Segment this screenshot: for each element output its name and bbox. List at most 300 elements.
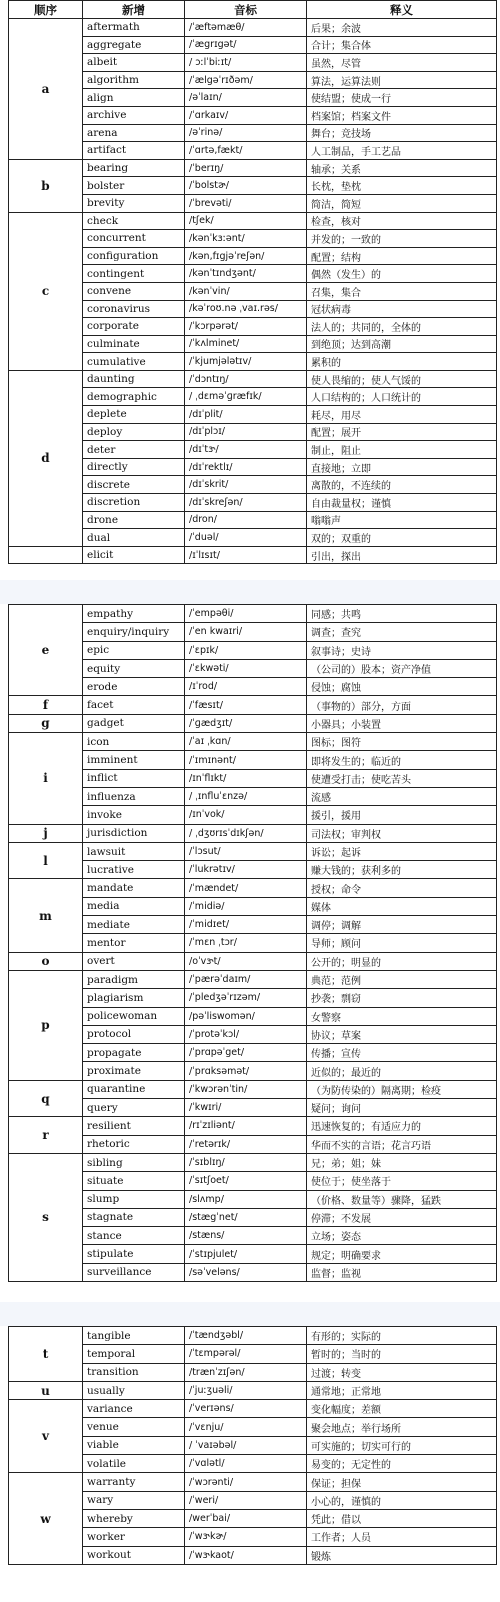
- table-row: [9, 1381, 497, 1399]
- word-cell: mentor: [83, 934, 185, 952]
- phonetic-cell: /ˈɑrtə,fækt/: [185, 142, 307, 160]
- letter-cell: m: [9, 879, 83, 952]
- table-row: [9, 733, 497, 751]
- table-row: [9, 476, 497, 494]
- phonetic-cell: /kən,fɪgjəˈreʃən/: [185, 247, 307, 265]
- table-row: [9, 441, 497, 459]
- word-cell: mediate: [83, 916, 185, 934]
- meaning-cell: 赚大钱的；获利多的: [307, 861, 497, 879]
- phonetic-cell: / ˌdɛməˈɡræfɪk/: [185, 388, 307, 406]
- word-cell: drone: [83, 511, 185, 529]
- table-row: [9, 388, 497, 406]
- letter-cell: c: [9, 212, 83, 370]
- phonetic-cell: /əˈrinə/: [185, 124, 307, 142]
- table-row: [9, 1400, 497, 1418]
- letter-cell: w: [9, 1473, 83, 1564]
- phonetic-cell: /ˈduəl/: [185, 529, 307, 547]
- word-cell: paradigm: [83, 970, 185, 988]
- table-row: [9, 1117, 497, 1135]
- phonetic-cell: /ˈɑrkaɪv/: [185, 106, 307, 124]
- word-cell: stance: [83, 1227, 185, 1245]
- table-header-row: [9, 1, 497, 19]
- meaning-cell: 直接地；立即: [307, 458, 497, 476]
- table-row: [9, 916, 497, 934]
- phonetic-cell: /ˈɪmɪnənt/: [185, 751, 307, 769]
- table-row: [9, 1546, 497, 1564]
- table-row: [9, 1227, 497, 1245]
- word-cell: resilient: [83, 1117, 185, 1135]
- table-row: [9, 1044, 497, 1062]
- phonetic-cell: /ˈlukrətɪv/: [185, 861, 307, 879]
- phonetic-cell: /ˈsɪblɪŋ/: [185, 1153, 307, 1171]
- word-cell: workout: [83, 1546, 185, 1564]
- phonetic-cell: /ˈprotəˈkɔl/: [185, 1025, 307, 1043]
- phonetic-cell: /ˈfæsɪt/: [185, 696, 307, 714]
- table-row: [9, 247, 497, 265]
- phonetic-cell: /ˈwɝkɚ/: [185, 1528, 307, 1546]
- phonetic-cell: /ˈmɛn ˌtɔr/: [185, 934, 307, 952]
- table-row: [9, 696, 497, 714]
- word-cell: rhetoric: [83, 1135, 185, 1153]
- letter-cell: g: [9, 714, 83, 732]
- meaning-cell: 聚会地点；举行场所: [307, 1418, 497, 1436]
- phonetic-cell: /ˈempəθi/: [185, 605, 307, 623]
- meaning-cell: 有形的；实际的: [307, 1327, 497, 1345]
- word-cell: deter: [83, 441, 185, 459]
- table-row: [9, 546, 497, 564]
- meaning-cell: 传播；宣传: [307, 1044, 497, 1062]
- table-row: [9, 282, 497, 300]
- word-cell: stipulate: [83, 1245, 185, 1263]
- word-cell: archive: [83, 106, 185, 124]
- word-cell: plagiarism: [83, 989, 185, 1007]
- word-cell: protocol: [83, 1025, 185, 1043]
- table-row: [9, 142, 497, 160]
- phonetic-cell: / ˈvaɪəbəl/: [185, 1436, 307, 1454]
- meaning-cell: 立场；姿态: [307, 1227, 497, 1245]
- meaning-cell: 配置；展开: [307, 423, 497, 441]
- word-cell: convene: [83, 282, 185, 300]
- table-row: [9, 1007, 497, 1025]
- meaning-cell: 到绝顶；达到高潮: [307, 335, 497, 353]
- meaning-cell: 小心的，谨慎的: [307, 1491, 497, 1509]
- word-cell: influenza: [83, 787, 185, 805]
- table-row: [9, 370, 497, 388]
- meaning-cell: 公开的；明显的: [307, 952, 497, 970]
- letter-cell: p: [9, 970, 83, 1080]
- word-cell: quarantine: [83, 1080, 185, 1098]
- word-cell: culminate: [83, 335, 185, 353]
- meaning-cell: 人工制品，手工艺品: [307, 142, 497, 160]
- phonetic-cell: /ˈweri/: [185, 1491, 307, 1509]
- phonetic-cell: /ˈpærəˈdaɪm/: [185, 970, 307, 988]
- phonetic-cell: / ˌɪnfluˈɛnzə/: [185, 787, 307, 805]
- word-cell: invoke: [83, 806, 185, 824]
- table-row: [9, 879, 497, 897]
- meaning-cell: 图标；图符: [307, 733, 497, 751]
- header-order: 顺序: [9, 1, 83, 19]
- meaning-cell: 锻炼: [307, 1546, 497, 1564]
- meaning-cell: 通常地；正常地: [307, 1381, 497, 1399]
- table-row: [9, 659, 497, 677]
- phonetic-cell: /ˈverɪəns/: [185, 1400, 307, 1418]
- phonetic-cell: /ˈvɑlətl/: [185, 1455, 307, 1473]
- table-row: [9, 335, 497, 353]
- word-cell: coronavirus: [83, 300, 185, 318]
- phonetic-cell: /kənˈvin/: [185, 282, 307, 300]
- word-cell: dual: [83, 529, 185, 547]
- meaning-cell: 偶然（发生）的: [307, 265, 497, 283]
- word-cell: variance: [83, 1400, 185, 1418]
- meaning-cell: 制止，阻止: [307, 441, 497, 459]
- meaning-cell: 导师；顾问: [307, 934, 497, 952]
- letter-cell: v: [9, 1400, 83, 1473]
- phonetic-cell: /dɪˈtɝ/: [185, 441, 307, 459]
- table-row: [9, 1153, 497, 1171]
- phonetic-cell: /ˈkjumjələtɪv/: [185, 353, 307, 371]
- phonetic-cell: /dɪˈrektlɪ/: [185, 458, 307, 476]
- meaning-cell: 舞台；竞技场: [307, 124, 497, 142]
- phonetic-cell: /ˈbolstɚ/: [185, 177, 307, 195]
- word-cell: erode: [83, 678, 185, 696]
- meaning-cell: 过渡；转变: [307, 1363, 497, 1381]
- word-cell: bolster: [83, 177, 185, 195]
- meaning-cell: 女警察: [307, 1007, 497, 1025]
- letter-cell: u: [9, 1381, 83, 1399]
- table-row: [9, 318, 497, 336]
- table-row: [9, 1025, 497, 1043]
- table-row: [9, 678, 497, 696]
- meaning-cell: （价格、数量等）骤降，猛跌: [307, 1190, 497, 1208]
- word-cell: media: [83, 897, 185, 915]
- meaning-cell: 虽然，尽管: [307, 54, 497, 72]
- letter-cell: s: [9, 1153, 83, 1281]
- word-cell: demographic: [83, 388, 185, 406]
- word-cell: sibling: [83, 1153, 185, 1171]
- meaning-cell: 工作者；人员: [307, 1528, 497, 1546]
- phonetic-cell: /kənˈtɪndʒənt/: [185, 265, 307, 283]
- meaning-cell: （事物的）部分，方面: [307, 696, 497, 714]
- word-cell: imminent: [83, 751, 185, 769]
- meaning-cell: 耗尽，用尽: [307, 406, 497, 424]
- meaning-cell: 检查，核对: [307, 212, 497, 230]
- table-row: [9, 824, 497, 842]
- word-cell: algorithm: [83, 71, 185, 89]
- table-row: [9, 177, 497, 195]
- phonetic-cell: /ɪnˈvok/: [185, 806, 307, 824]
- meaning-cell: 法人的；共同的，全体的: [307, 318, 497, 336]
- phonetic-cell: /ˈkwɔrənˈtin/: [185, 1080, 307, 1098]
- word-cell: equity: [83, 659, 185, 677]
- meaning-cell: 配置；结构: [307, 247, 497, 265]
- table-row: [9, 36, 497, 54]
- word-cell: jurisdiction: [83, 824, 185, 842]
- phonetic-cell: /ˈprɑpəˈget/: [185, 1044, 307, 1062]
- table-row: [9, 952, 497, 970]
- letter-cell: o: [9, 952, 83, 970]
- word-cell: volatile: [83, 1455, 185, 1473]
- phonetic-cell: /kəˈroʊ.nə ˌvaɪ.rəs/: [185, 300, 307, 318]
- letter-cell: t: [9, 1327, 83, 1382]
- meaning-cell: 使人畏缩的；使人气馁的: [307, 370, 497, 388]
- phonetic-cell: /rɪˈzɪliənt/: [185, 1117, 307, 1135]
- phonetic-cell: /ˈkɔrpərət/: [185, 318, 307, 336]
- vocab-table-page-3: [8, 1326, 496, 1565]
- phonetic-cell: /ɪˈrod/: [185, 678, 307, 696]
- word-cell: proximate: [83, 1062, 185, 1080]
- meaning-cell: 侵蚀；腐蚀: [307, 678, 497, 696]
- word-cell: arena: [83, 124, 185, 142]
- meaning-cell: 人口结构的；人口统计的: [307, 388, 497, 406]
- phonetic-cell: /ˈsɪtʃoet/: [185, 1172, 307, 1190]
- letter-cell: j: [9, 824, 83, 842]
- meaning-cell: 叙事诗；史诗: [307, 641, 497, 659]
- letter-cell: r: [9, 1117, 83, 1154]
- meaning-cell: 自由裁量权；谨慎: [307, 494, 497, 512]
- phonetic-cell: /dɪˈskrit/: [185, 476, 307, 494]
- word-cell: wary: [83, 1491, 185, 1509]
- table-row: [9, 230, 497, 248]
- table-row: [9, 1455, 497, 1473]
- meaning-cell: 即将发生的；临近的: [307, 751, 497, 769]
- meaning-cell: 调停；调解: [307, 916, 497, 934]
- word-cell: elicit: [83, 546, 185, 564]
- meaning-cell: 保证；担保: [307, 1473, 497, 1491]
- word-cell: directly: [83, 458, 185, 476]
- phonetic-cell: /kənˈkɜːənt/: [185, 230, 307, 248]
- table-row: [9, 970, 497, 988]
- phonetic-cell: /werˈbai/: [185, 1509, 307, 1527]
- phonetic-cell: /ˈstɪpjulet/: [185, 1245, 307, 1263]
- phonetic-cell: /ˈmidɪet/: [185, 916, 307, 934]
- table-row: [9, 54, 497, 72]
- word-cell: brevity: [83, 194, 185, 212]
- letter-cell: l: [9, 842, 83, 879]
- phonetic-cell: /ˈæftəmæθ/: [185, 19, 307, 37]
- word-cell: icon: [83, 733, 185, 751]
- word-cell: usually: [83, 1381, 185, 1399]
- meaning-cell: 援引，援用: [307, 806, 497, 824]
- phonetic-cell: /dron/: [185, 511, 307, 529]
- table-row: [9, 1080, 497, 1098]
- table-row: [9, 1418, 497, 1436]
- phonetic-cell: /ˈdɔntɪŋ/: [185, 370, 307, 388]
- meaning-cell: 同感；共鸣: [307, 605, 497, 623]
- header-new-word: 新增: [83, 1, 185, 19]
- word-cell: whereby: [83, 1509, 185, 1527]
- table-row: [9, 212, 497, 230]
- table-row: [9, 1208, 497, 1226]
- table-row: [9, 769, 497, 787]
- table-row: [9, 714, 497, 732]
- table-row: [9, 71, 497, 89]
- phonetic-cell: /ˈægrɪgət/: [185, 36, 307, 54]
- word-cell: temporal: [83, 1345, 185, 1363]
- page-gap: [0, 1302, 500, 1326]
- meaning-cell: 档案馆；档案文件: [307, 106, 497, 124]
- phonetic-cell: /pəˈliswomən/: [185, 1007, 307, 1025]
- letter-cell: [9, 546, 83, 564]
- phonetic-cell: /ˈaɪ ˌkɑn/: [185, 733, 307, 751]
- table-row: [9, 159, 497, 177]
- word-cell: deploy: [83, 423, 185, 441]
- word-cell: epic: [83, 641, 185, 659]
- table-row: [9, 494, 497, 512]
- table-row: [9, 1245, 497, 1263]
- meaning-cell: 使结盟；使成一行: [307, 89, 497, 107]
- meaning-cell: 双的；双重的: [307, 529, 497, 547]
- letter-cell: b: [9, 159, 83, 212]
- phonetic-cell: / ˌdʒʊrɪsˈdɪkʃən/: [185, 824, 307, 842]
- meaning-cell: 累积的: [307, 353, 497, 371]
- letter-cell: a: [9, 19, 83, 160]
- table-row: [9, 300, 497, 318]
- phonetic-cell: /ˈmændet/: [185, 879, 307, 897]
- table-row: [9, 1345, 497, 1363]
- word-cell: align: [83, 89, 185, 107]
- meaning-cell: 嗡嗡声: [307, 511, 497, 529]
- phonetic-cell: /ˈwɝkaot/: [185, 1546, 307, 1564]
- header-meaning: 释义: [307, 1, 497, 19]
- meaning-cell: 引出，探出: [307, 546, 497, 564]
- table-row: [9, 1491, 497, 1509]
- word-cell: tangible: [83, 1327, 185, 1345]
- phonetic-cell: /ˈɛpɪk/: [185, 641, 307, 659]
- table-row: [9, 19, 497, 37]
- meaning-cell: 华而不实的言语；花言巧语: [307, 1135, 497, 1153]
- vocab-table: [8, 604, 497, 1282]
- word-cell: venue: [83, 1418, 185, 1436]
- phonetic-cell: /ɪˈlɪsɪt/: [185, 546, 307, 564]
- letter-cell: d: [9, 370, 83, 546]
- table-row: [9, 1099, 497, 1117]
- phonetic-cell: /ˈkwɪri/: [185, 1099, 307, 1117]
- table-row: [9, 1190, 497, 1208]
- phonetic-cell: /ˈtændʒəbl/: [185, 1327, 307, 1345]
- word-cell: concurrent: [83, 230, 185, 248]
- word-cell: albeit: [83, 54, 185, 72]
- word-cell: aggregate: [83, 36, 185, 54]
- table-row: [9, 623, 497, 641]
- letter-cell: q: [9, 1080, 83, 1117]
- phonetic-cell: /dɪˈskreʃən/: [185, 494, 307, 512]
- meaning-cell: 暂时的；当时的: [307, 1345, 497, 1363]
- phonetic-cell: /ˈɡædʒɪt/: [185, 714, 307, 732]
- meaning-cell: 使位于；使坐落于: [307, 1172, 497, 1190]
- word-cell: overt: [83, 952, 185, 970]
- phonetic-cell: /ˈvɛnju/: [185, 1418, 307, 1436]
- word-cell: warranty: [83, 1473, 185, 1491]
- meaning-cell: 易变的；无定性的: [307, 1455, 497, 1473]
- phonetic-cell: /ˈen kwaɪri/: [185, 623, 307, 641]
- word-cell: policewoman: [83, 1007, 185, 1025]
- phonetic-cell: /stægˈnet/: [185, 1208, 307, 1226]
- word-cell: stagnate: [83, 1208, 185, 1226]
- table-row: [9, 1528, 497, 1546]
- table-row: [9, 641, 497, 659]
- phonetic-cell: /ˈlɔsut/: [185, 842, 307, 860]
- meaning-cell: 冠状病毒: [307, 300, 497, 318]
- phonetic-cell: /oˈvɝt/: [185, 952, 307, 970]
- word-cell: bearing: [83, 159, 185, 177]
- table-row: [9, 897, 497, 915]
- phonetic-cell: /ˈberɪŋ/: [185, 159, 307, 177]
- phonetic-cell: /stæns/: [185, 1227, 307, 1245]
- meaning-cell: 司法权；审判权: [307, 824, 497, 842]
- meaning-cell: 后果；余波: [307, 19, 497, 37]
- word-cell: facet: [83, 696, 185, 714]
- meaning-cell: （公司的）股本；资产净值: [307, 659, 497, 677]
- meaning-cell: 近似的；最近的: [307, 1062, 497, 1080]
- table-row: [9, 1263, 497, 1281]
- letter-cell: e: [9, 605, 83, 696]
- meaning-cell: 规定；明确要求: [307, 1245, 497, 1263]
- word-cell: lucrative: [83, 861, 185, 879]
- header-phonetic: 音标: [185, 1, 307, 19]
- vocab-table: [8, 0, 497, 564]
- table-row: [9, 806, 497, 824]
- meaning-cell: 可实施的；切实可行的: [307, 1436, 497, 1454]
- meaning-cell: 流感: [307, 787, 497, 805]
- meaning-cell: 算法，运算法则: [307, 71, 497, 89]
- meaning-cell: 迅速恢复的；有适应力的: [307, 1117, 497, 1135]
- meaning-cell: 合计；集合体: [307, 36, 497, 54]
- table-row: [9, 1172, 497, 1190]
- word-cell: daunting: [83, 370, 185, 388]
- word-cell: worker: [83, 1528, 185, 1546]
- phonetic-cell: /ˈpledʒəˈrɪzəm/: [185, 989, 307, 1007]
- phonetic-cell: /dɪˈplit/: [185, 406, 307, 424]
- phonetic-cell: /ˈjuːʒuəli/: [185, 1381, 307, 1399]
- meaning-cell: 停滞；不发展: [307, 1208, 497, 1226]
- word-cell: corporate: [83, 318, 185, 336]
- word-cell: deplete: [83, 406, 185, 424]
- table-row: [9, 787, 497, 805]
- word-cell: propagate: [83, 1044, 185, 1062]
- word-cell: lawsuit: [83, 842, 185, 860]
- table-row: [9, 406, 497, 424]
- table-row: [9, 529, 497, 547]
- table-row: [9, 124, 497, 142]
- table-row: [9, 265, 497, 283]
- table-row: [9, 1509, 497, 1527]
- meaning-cell: 诉讼；起诉: [307, 842, 497, 860]
- phonetic-cell: /ˈtɛmpərəl/: [185, 1345, 307, 1363]
- table-row: [9, 511, 497, 529]
- vocab-table-page-2: [8, 604, 496, 1282]
- meaning-cell: 小器具；小装置: [307, 714, 497, 732]
- phonetic-cell: /ˈmidiə/: [185, 897, 307, 915]
- table-row: [9, 989, 497, 1007]
- table-row: [9, 1363, 497, 1381]
- meaning-cell: 疑问；询问: [307, 1099, 497, 1117]
- table-row: [9, 1436, 497, 1454]
- phonetic-cell: /slʌmp/: [185, 1190, 307, 1208]
- meaning-cell: 媒体: [307, 897, 497, 915]
- word-cell: discrete: [83, 476, 185, 494]
- table-row: [9, 861, 497, 879]
- phonetic-cell: /ˈretərɪk/: [185, 1135, 307, 1153]
- meaning-cell: 并发的；一致的: [307, 230, 497, 248]
- phonetic-cell: /tʃek/: [185, 212, 307, 230]
- table-row: [9, 1062, 497, 1080]
- table-row: [9, 458, 497, 476]
- meaning-cell: 授权；命令: [307, 879, 497, 897]
- meaning-cell: 召集，集合: [307, 282, 497, 300]
- word-cell: slump: [83, 1190, 185, 1208]
- table-row: [9, 934, 497, 952]
- phonetic-cell: /ˈwɔrənti/: [185, 1473, 307, 1491]
